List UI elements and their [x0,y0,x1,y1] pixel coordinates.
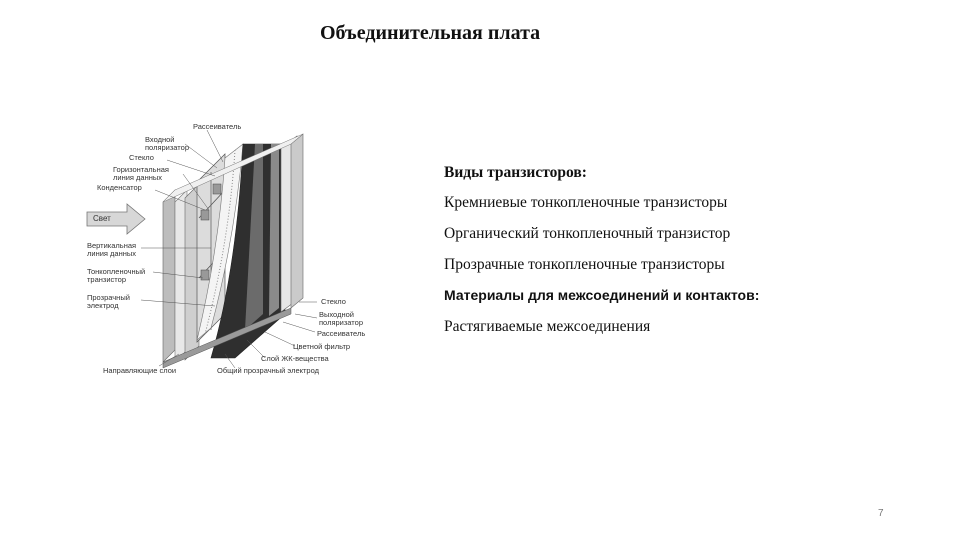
list-heading-materials: Материалы для межсоединений и контактов: [444,287,760,303]
slide-title: Объединительная плата [320,22,541,44]
label-cvet: Цветной фильтр [293,342,351,351]
label-napravl: Направляющие слои [103,366,177,375]
label-kondensator: Конденсатор [97,183,142,192]
label-vert-1: Вертикальная [87,241,137,250]
label-steklo-right: Стекло [321,297,346,306]
output-polarizer-layer [291,134,303,308]
label-tonk-2: транзистор [87,275,126,284]
list-item: Прозрачные тонкопленочные транзисторы [444,256,725,273]
label-gor-2: линия данных [113,173,163,182]
label-gor-1: Горизонтальная [113,165,169,174]
lcd-structure-figure [85,118,375,380]
label-prozr-1: Прозрачный [87,293,130,302]
list-item: Кремниевые тонкопленочные транзисторы [444,194,728,211]
label-vyhod-1: Выходной [319,310,354,319]
label-polyarizator: поляризатор [145,143,190,152]
label-vhodnoy: Входной [145,135,175,144]
list-item: Органический тонкопленочный транзистор [444,225,731,242]
light-label: Свет [93,214,111,223]
label-rasseivatel: Рассеиватель [317,329,366,338]
list-heading-transistors: Виды транзисторов: [444,164,587,181]
page-number: 7 [878,508,884,519]
label-steklo-top: Стекло [129,153,154,162]
label-razvoditel: Рассеиватель [193,122,242,131]
label-vert-2: линия данных [87,249,137,258]
label-prozr-2: электрод [87,301,119,310]
label-vyhod-2: поляризатор [319,318,364,327]
label-tonk-1: Тонкопленочный [87,267,146,276]
label-obshiy: Общий прозрачный электрод [217,366,319,375]
guide-layer-1 [163,190,175,362]
list-item: Растягиваемые межсоединения [444,318,651,335]
label-zhk: Слой ЖК-вещества [261,354,329,363]
